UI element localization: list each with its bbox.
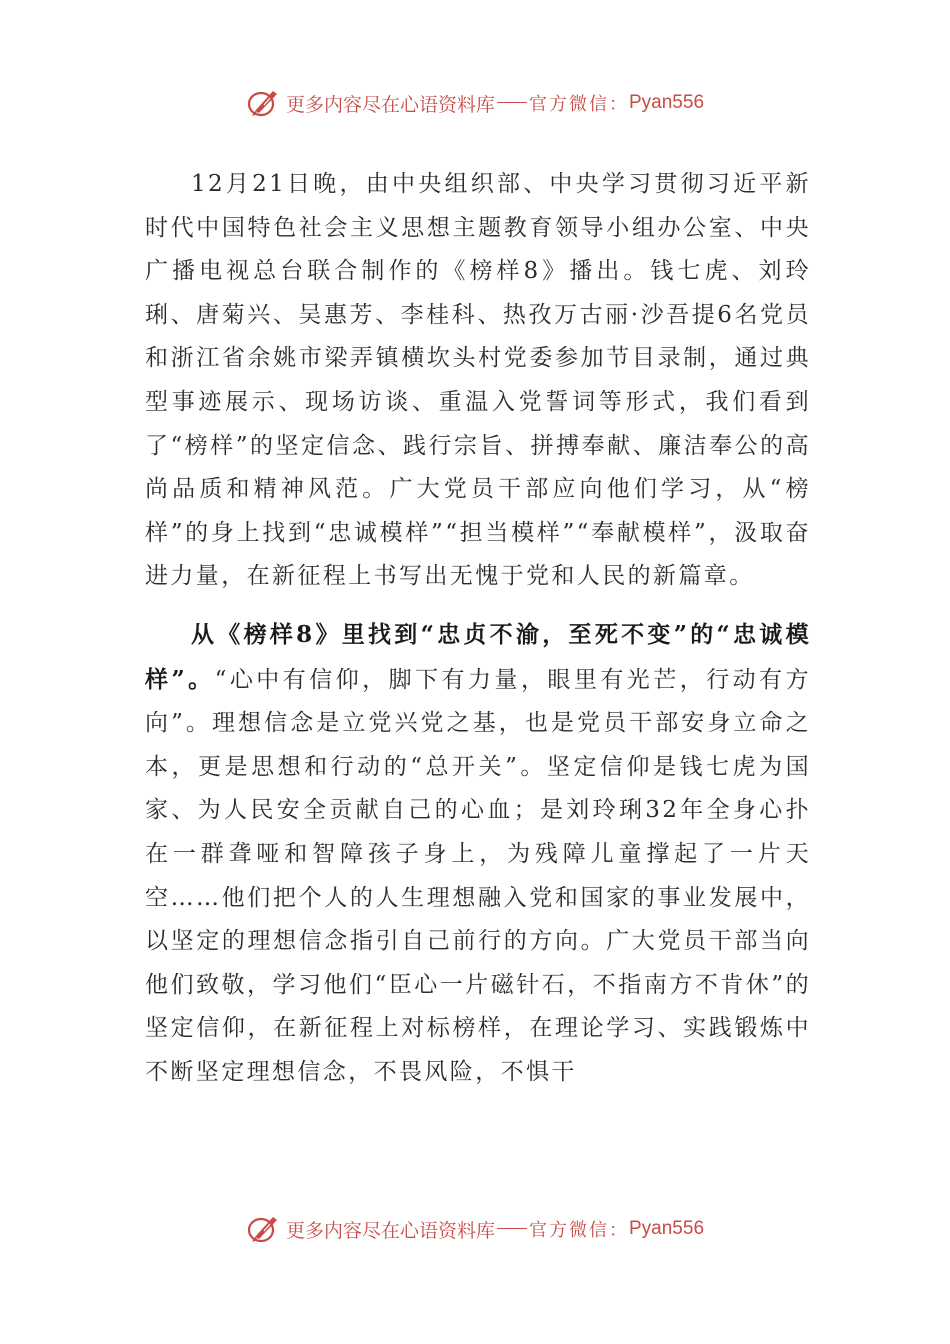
wechat-label: 官方微信： [529,94,629,115]
wechat-label: 官方微信： [529,1220,629,1241]
document-body [145,162,811,1094]
site-name: 更多内容尽在心语资料库 [285,1219,495,1242]
paragraph-text: “心中有信仰，脚下有力量，眼里有光芒，行动有方向”。理想信念是立党兴党之基，也是党员干部安身立命之本，更是思想和行动的“总开关”。坚定信仰是钱七虎为国家、为人民安全贡献自己的心血；是刘玲琍32年全身心扑在一群聋哑和智障孩子身上，为残障儿童撑起了一片天空……他们把个人的人生理想融入党和国家的事业发展中，以坚定的理想信念指引自己前行的方向。广大党员干部当向他们致敬，学习他们“臣心一片磁针石，不指南方不肯休”的坚定信仰，在新征程上对标榜样，在理论学习、实践锻炼中不断坚定理想信念，不畏风险，不惧干 [145,666,811,1085]
wechat-id: Pyan556 [629,1218,705,1239]
paragraph-intro [145,162,811,599]
banner-divider [497,102,527,103]
quill-pen-logo-icon [246,1212,282,1246]
paragraph-text: 12月21日晚，由中央组织部、中央学习贯彻习近平新时代中国特色社会主义思想主题教育领导小组办公室、中央广播电视总台联合制作的《榜样8》播出。钱七虎、刘玲琍、唐菊兴、吴惠芳、李桂科、热孜万古丽·沙吾提6名党员和浙江省余姚市梁弄镇横坎头村党委参加节目录制，通过典型事迹展示、现场访谈、重温入党誓词等形式，我们看到了“榜样”的坚定信念、践行宗旨、拼搏奉献、廉洁奉公的高尚品质和精神风范。广大党员干部应向他们学习，从“榜样”的身上找到“忠诚模样”“担当模样”“奉献模样”，汲取奋进力量，在新征程上书写出无愧于党和人民的新篇章。 [145,171,811,590]
footer-banner-content [246,1212,704,1246]
site-name: 更多内容尽在心语资料库 [285,93,495,116]
footer-banner [0,1209,950,1249]
quill-pen-logo-icon [246,86,282,120]
header-banner-content [246,86,704,120]
banner-divider [497,1228,527,1229]
header-banner [0,83,950,123]
paragraph-lead: 从《榜样8》里找到“忠贞不渝，至死不变”的“忠诚模样”。 [145,620,811,693]
paragraph-loyalty [145,613,811,1095]
wechat-id: Pyan556 [629,92,705,113]
